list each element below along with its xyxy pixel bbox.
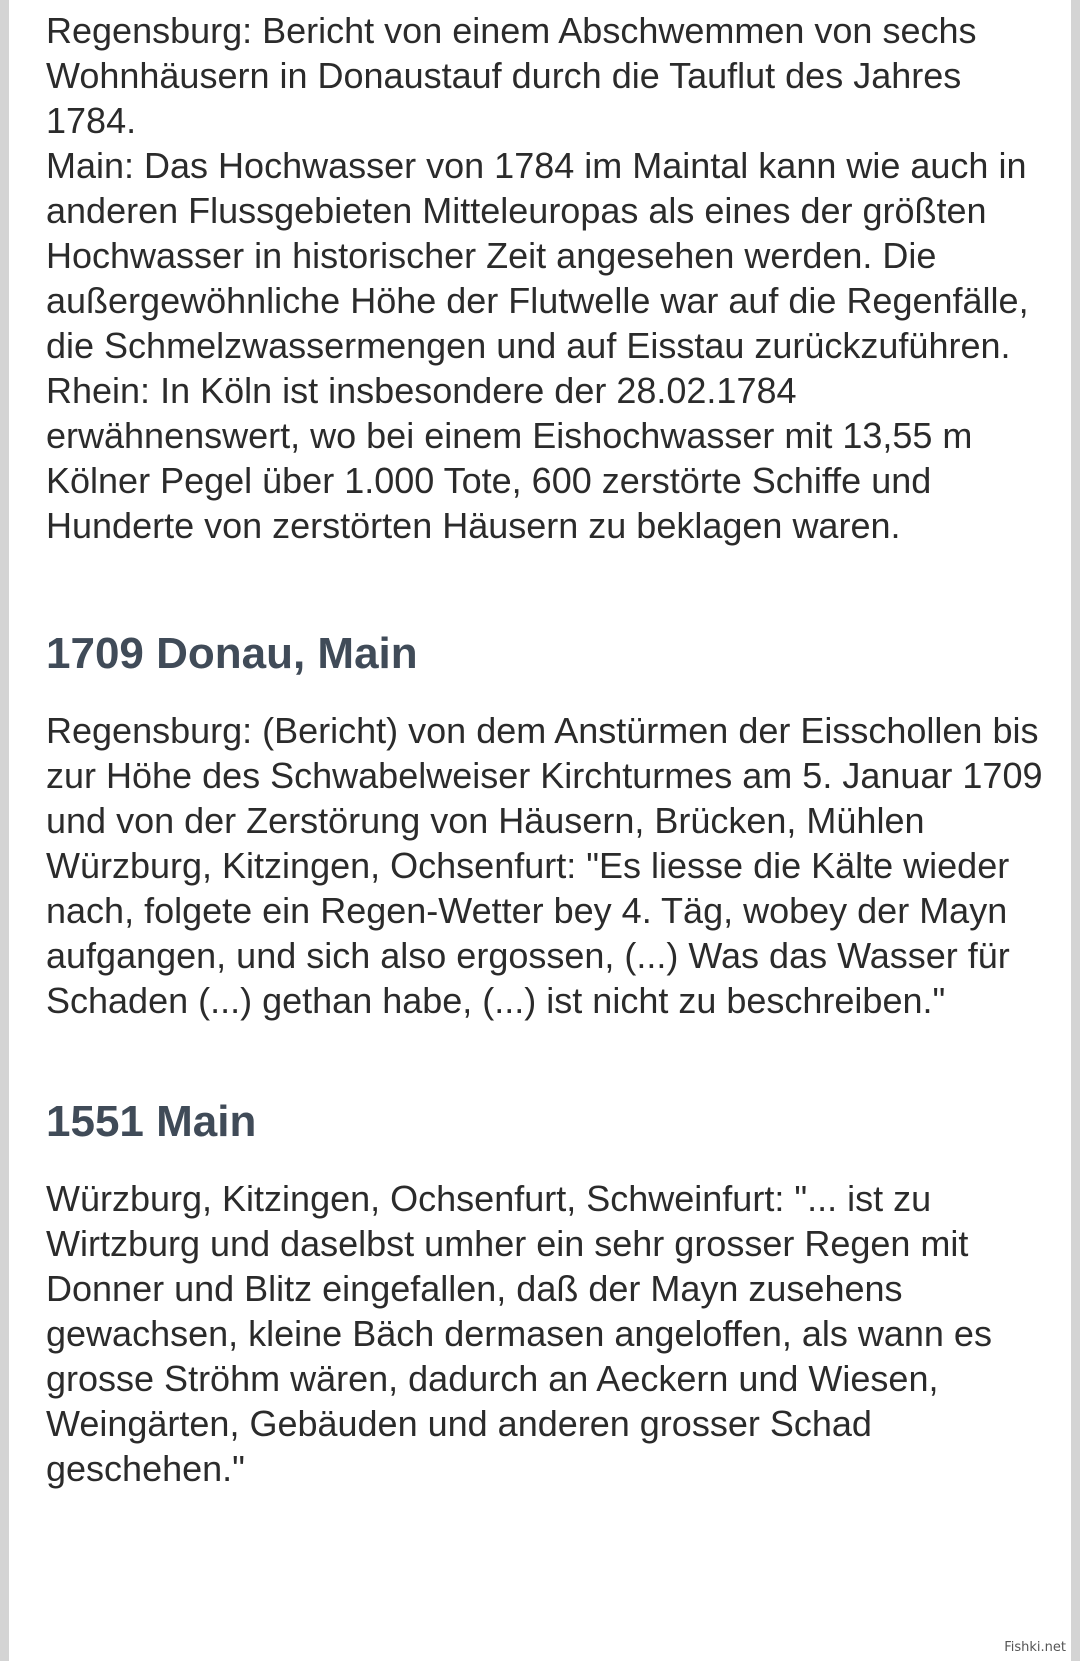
section-1709: [46, 626, 1046, 1023]
intro-block: [46, 8, 1046, 548]
left-border: [0, 0, 9, 1661]
watermark: Fishki.net: [1004, 1640, 1066, 1655]
paragraph-rhein-1784: Rhein: In Köln ist insbesondere der 28.02.1784 erwähnenswert, wo bei einem Eishochwasser mit 13,55 m Kölner Pegel über 1.000 Tote, 600 zerstörte Schiffe und Hunderte von zerstörten Häusern zu beklagen waren.: [46, 370, 973, 546]
paragraph-main-1784: Main: Das Hochwasser von 1784 im Maintal kann wie auch in anderen Flussgebieten Mitteleuropas als eines der größten Hochwasser in historischer Zeit angesehen werden. Die außergewöhnliche Höhe der Flutwelle war auf die Regenfälle, die Schmelzwassermengen und auf Eisstau zurückzuführen.: [46, 145, 1029, 366]
article-content: [46, 8, 1046, 1491]
section-paragraph: Regensburg: (Bericht) von dem Anstürmen der Eisschollen bis zur Höhe des Schwabelweiser Kirchturmes am 5. Januar 1709 und von der Zerstörung von Häusern, Brücken, Mühlen Würzburg, Kitzingen, Ochsenfurt: "Es liesse die Kälte wieder nach, folgete ein Regen-Wetter bey 4. Täg, wobey der Mayn aufgangen, und sich also ergossen, (...) Was das Wasser für Schaden (...) gethan habe, (...) ist nicht zu beschreiben.": [46, 710, 1043, 1021]
section-heading: 1551 Main: [46, 1097, 257, 1146]
right-border: [1071, 0, 1080, 1661]
section-body: [46, 708, 1046, 1023]
paragraph-regensburg-1784: Regensburg: Bericht von einem Abschwemmen von sechs Wohnhäusern in Donaustauf durch die Tauflut des Jahres 1784.: [46, 10, 977, 141]
section-body: [46, 1176, 1046, 1491]
section-paragraph: Würzburg, Kitzingen, Ochsenfurt, Schweinfurt: "... ist zu Wirtzburg und daselbst umher ein sehr grosser Regen mit Donner und Blitz eingefallen, daß der Mayn zusehens gewachsen, kleine Bäch dermasen angeloffen, als wann es grosse Ströhm wären, dadurch an Aeckern und Wiesen, Weingärten, Gebäuden und anderen grosser Schad geschehen.": [46, 1178, 992, 1489]
section-1551: [46, 1094, 1046, 1491]
section-heading: 1709 Donau, Main: [46, 629, 418, 678]
